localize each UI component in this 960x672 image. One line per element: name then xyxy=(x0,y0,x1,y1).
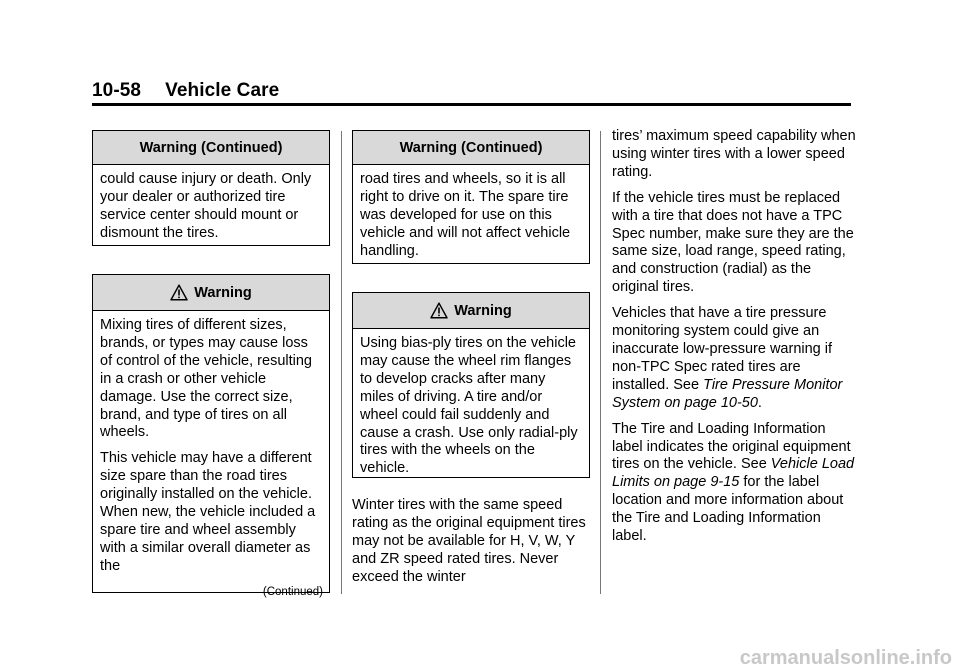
warning-paragraph-1: Mixing tires of different sizes, brands, or types may cause loss of control of the vehicle, resulting in a crash or other vehicle damage. Use the correct size, brand, and type of tires on all wheels. xyxy=(100,317,312,441)
text-run: Vehicles that have a tire pressure monitoring system could give an inaccurate low-pressure warning if non-TPC Spec rated tires are installed. See xyxy=(612,305,833,393)
warning-box-header xyxy=(353,131,589,165)
warning-triangle-icon xyxy=(430,302,448,319)
page-reference-link[interactable]: Vehicle Load Limits on page 9-15 xyxy=(612,456,855,491)
body-paragraph-4 xyxy=(612,421,857,546)
warning-box-bias-ply xyxy=(352,292,590,478)
warning-paragraph-2: This vehicle may have a different size spare than the road tires originally installed on the vehicle. When new, the vehicle included a spare tire and wheel assembly with a similar overall diameter as the xyxy=(100,450,316,574)
warning-text: Using bias-ply tires on the vehicle may cause the wheel rim flanges to develop cracks after many miles of driving. A tire and/or wheel could fail suddenly and cause a crash. Use only radial-ply tires with the wheels on the vehicle. xyxy=(360,335,578,477)
watermark: carmanualsonline.info xyxy=(739,647,952,669)
text-run: . xyxy=(757,394,762,411)
text-run: for the label location and more information about the Tire and Loading Information label. xyxy=(612,474,844,545)
continued-label: (Continued) xyxy=(262,585,323,598)
warning-box-body xyxy=(353,329,589,482)
body-paragraph-3 xyxy=(612,305,857,412)
body-paragraph-2: If the vehicle tires must be replaced with a tire that does not have a TPC Spec number, make sure they are the same size, load range, speed rating, and construction (radial) as the original tires. xyxy=(612,189,854,296)
warning-box-body xyxy=(93,165,329,247)
warning-box-header xyxy=(93,275,329,311)
section-title: Vehicle Care xyxy=(165,80,280,101)
warning-box-header xyxy=(93,131,329,165)
text-run: The Tire and Loading Information label indicates the original equipment tires on the vehicle. See xyxy=(612,420,851,473)
page-header xyxy=(92,80,279,102)
warning-box-body xyxy=(93,311,329,606)
warning-box-title: Warning xyxy=(194,284,252,301)
warning-box-title: Warning xyxy=(454,302,512,319)
column-divider-2 xyxy=(600,131,601,594)
warning-box-continued-2 xyxy=(352,130,590,264)
warning-text: road tires and wheels, so it is all right to drive on it. The spare tire was developed for use on this vehicle and will not affect vehicle handling. xyxy=(360,171,571,259)
warning-box-title: Warning (Continued) xyxy=(399,139,543,156)
body-paragraph-1: tires’ maximum speed capability when using winter tires with a lower speed rating. xyxy=(612,128,856,180)
warning-box-header xyxy=(353,293,589,329)
column-3-text xyxy=(612,128,857,554)
warning-box-mixing-tires xyxy=(92,274,330,598)
winter-tires-paragraph xyxy=(352,497,594,595)
warning-triangle-icon xyxy=(170,284,188,301)
warning-box-body xyxy=(353,165,589,265)
body-paragraph: Winter tires with the same speed rating as the original equipment tires may not be available for H, V, W, Y and ZR speed rated tires. Never exceed the winter xyxy=(352,497,586,585)
warning-box-title: Warning (Continued) xyxy=(139,139,283,156)
page-number: 10-58 xyxy=(92,80,142,101)
warning-box-continued-1 xyxy=(92,130,330,246)
header-rule xyxy=(92,103,851,106)
warning-text: could cause injury or death. Only your dealer or authorized tire service center should mount or dismount the tires. xyxy=(100,171,312,241)
column-divider-1 xyxy=(341,131,342,594)
page-reference-link[interactable]: Tire Pressure Monitor System on page 10-50 xyxy=(612,376,843,411)
